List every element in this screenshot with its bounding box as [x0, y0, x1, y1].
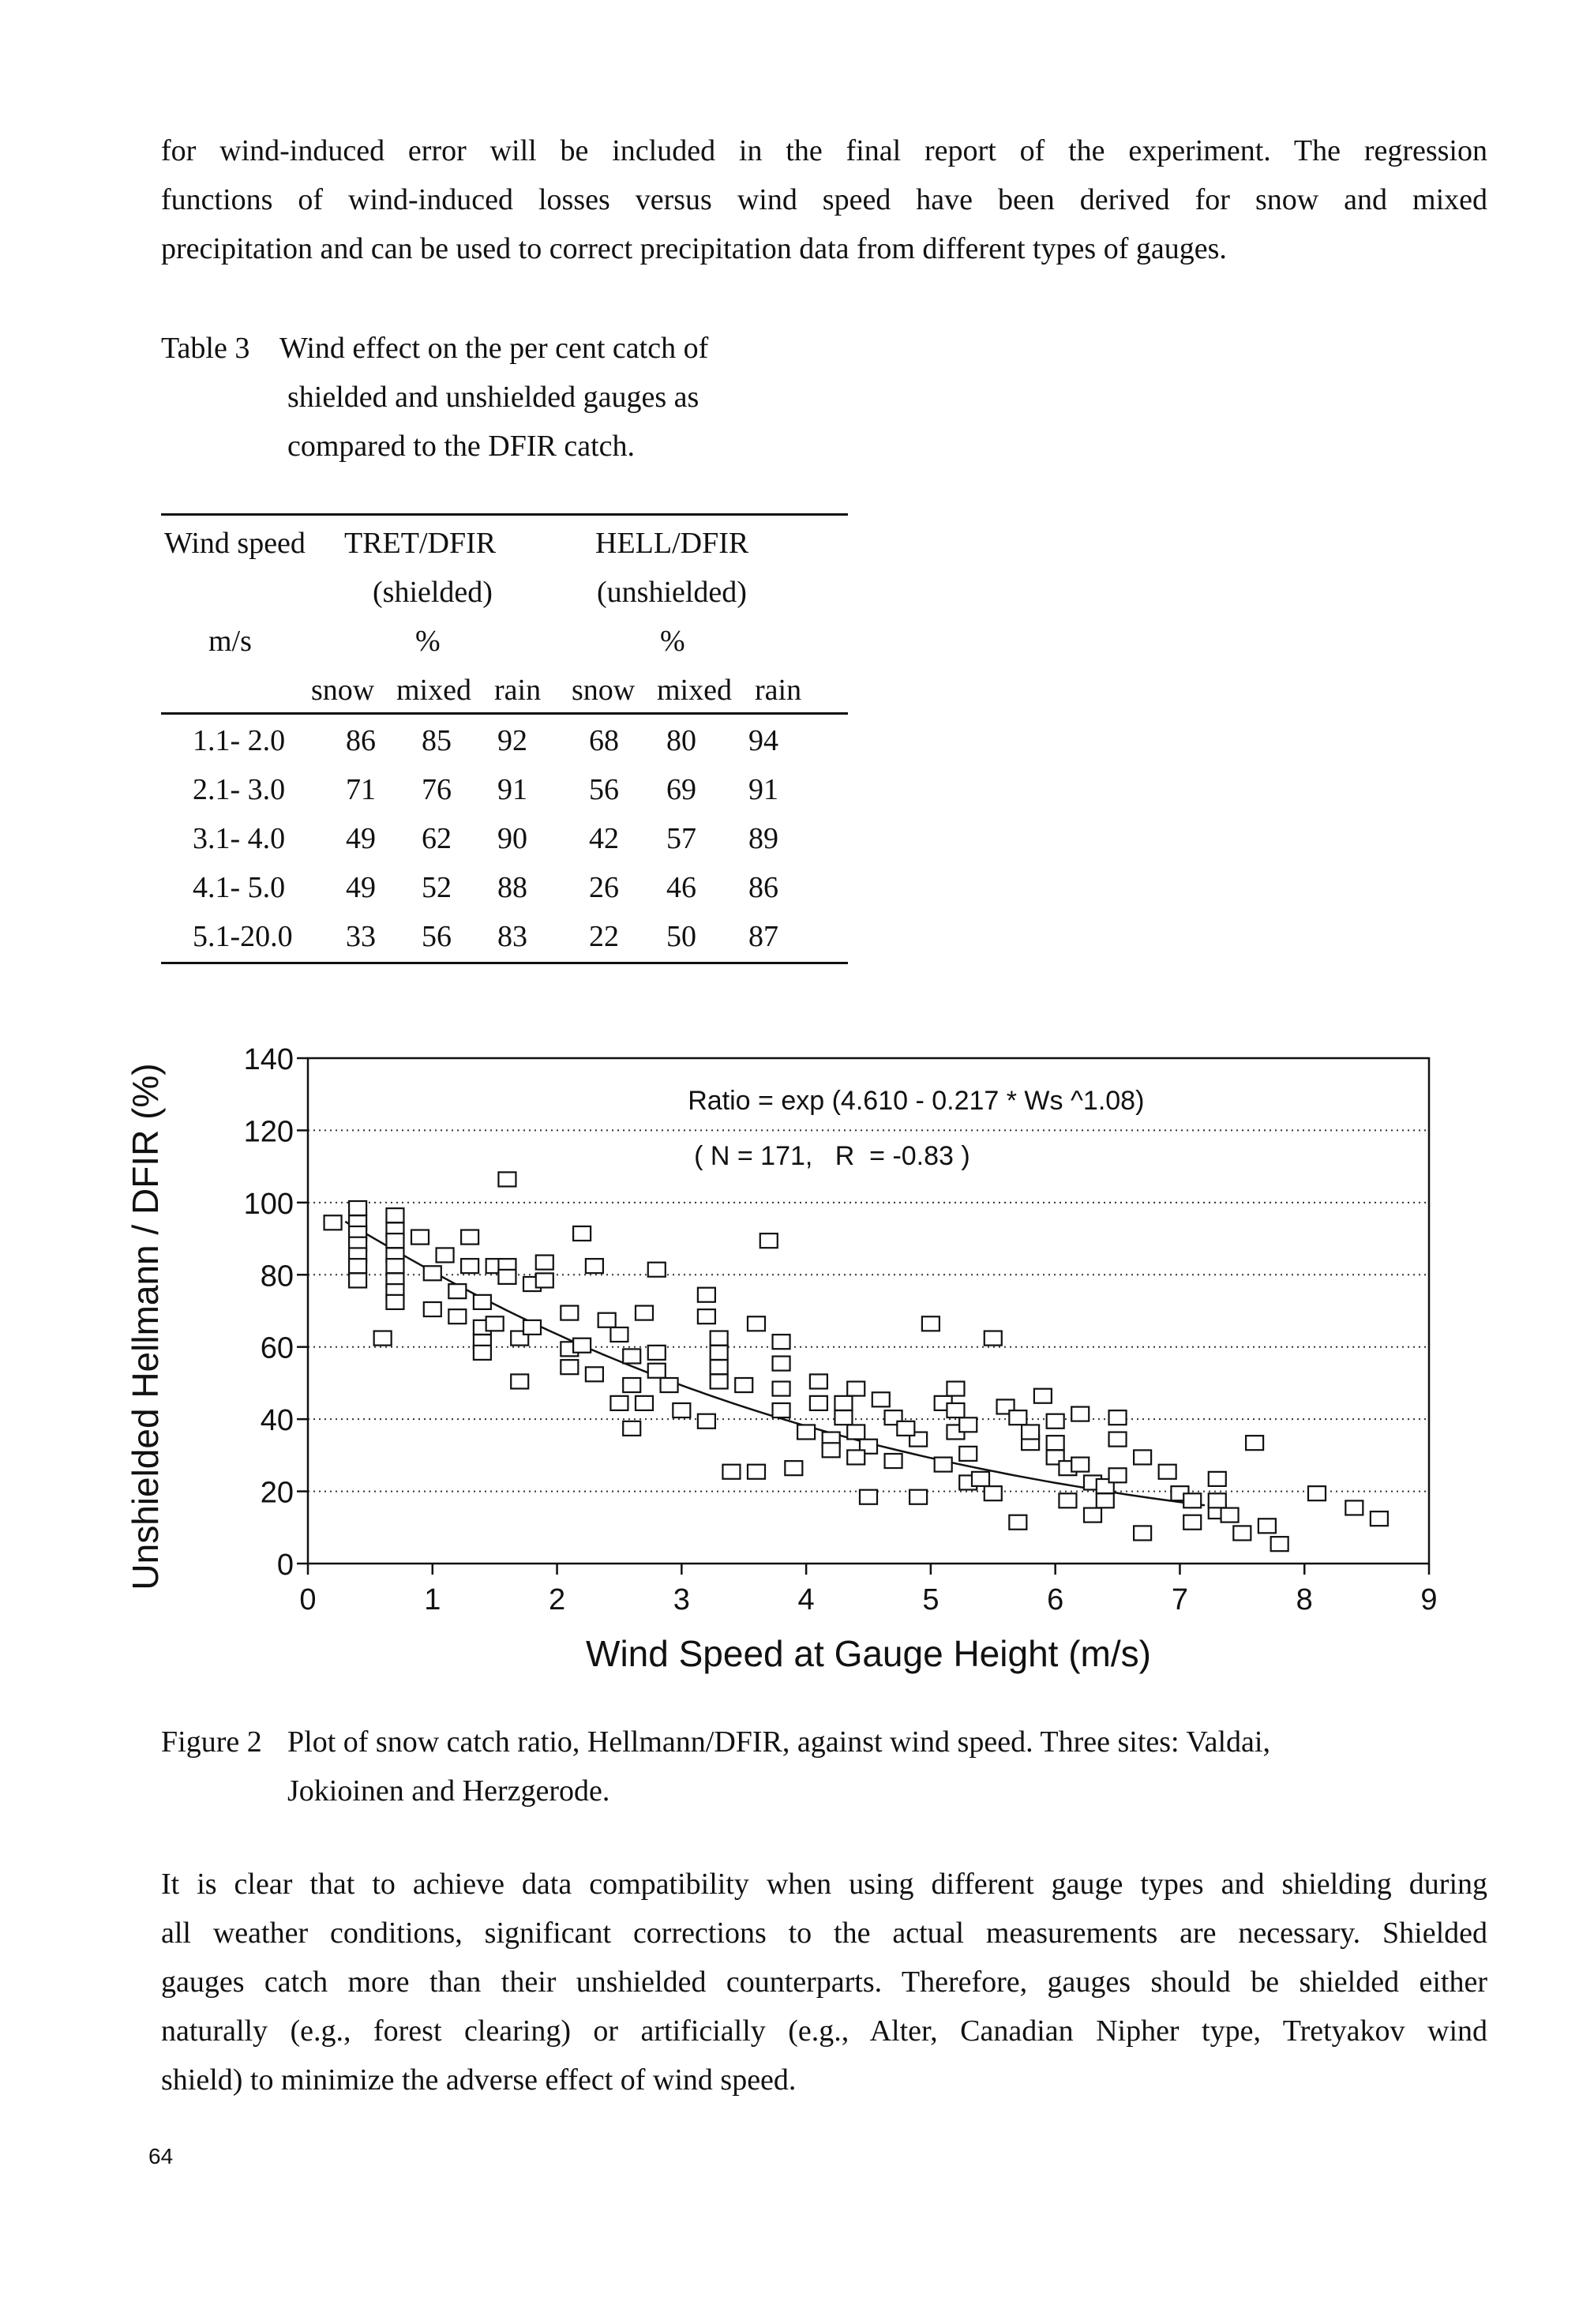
data-point: [722, 1465, 740, 1479]
data-point: [623, 1378, 640, 1392]
header-percent-tret: %: [415, 625, 441, 658]
closing-paragraph: [161, 1860, 1487, 2104]
data-point: [847, 1382, 865, 1396]
data-point: [1071, 1407, 1089, 1421]
data-point: [424, 1302, 441, 1316]
data-point: [1109, 1432, 1127, 1447]
data-point: [498, 1270, 516, 1284]
figure-caption: [161, 1718, 1270, 1815]
cell-value: 49: [346, 871, 376, 904]
header-sub-mixed: mixed: [657, 674, 732, 707]
data-point: [885, 1454, 902, 1468]
header-sub-rain: rain: [494, 674, 542, 707]
data-point: [586, 1367, 603, 1381]
data-point: [586, 1259, 603, 1273]
header-hell: HELL/DFIR: [595, 527, 749, 560]
data-point: [972, 1472, 989, 1486]
header-tret-sub: (shielded): [373, 576, 493, 609]
data-point: [1071, 1458, 1089, 1472]
data-point: [1345, 1500, 1363, 1515]
data-point: [1271, 1537, 1288, 1551]
data-point: [810, 1374, 827, 1388]
data-point: [711, 1360, 728, 1374]
table-caption-label: Table 3: [161, 332, 250, 365]
figure-caption-line: Jokioinen and Herzgerode.: [287, 1774, 610, 1808]
data-point: [1221, 1508, 1239, 1522]
y-tick-label: 60: [260, 1331, 294, 1365]
data-point: [1097, 1493, 1114, 1507]
data-point: [374, 1331, 392, 1346]
row-range: 5.1-20.0: [193, 920, 293, 953]
header-wind-speed: Wind speed: [164, 527, 306, 560]
figure-caption-line: Plot of snow catch ratio, Hellmann/DFIR, against wind speed. Three sites: Valdai,: [287, 1725, 1270, 1759]
intro-line: precipitation and can be used to correct precipitation data from different types of gauges.: [161, 232, 1227, 265]
cell-value: 86: [346, 724, 376, 757]
data-point: [748, 1316, 765, 1331]
data-point: [1183, 1515, 1201, 1530]
data-point: [324, 1215, 342, 1230]
data-point: [598, 1313, 616, 1327]
y-tick-label: 80: [260, 1260, 294, 1293]
data-point: [773, 1403, 790, 1417]
data-point: [461, 1230, 478, 1245]
data-point: [1183, 1493, 1201, 1507]
x-axis-label: Wind Speed at Gauge Height (m/s): [586, 1633, 1151, 1674]
data-point: [1047, 1436, 1064, 1450]
data-point: [424, 1266, 441, 1280]
x-tick-label: 4: [797, 1583, 815, 1616]
data-point: [1109, 1410, 1127, 1425]
data-point: [1009, 1515, 1026, 1530]
point-layer: [324, 1172, 1388, 1551]
cell-value: 76: [422, 773, 452, 806]
header-sub-snow: snow: [572, 674, 636, 707]
y-axis-label: Unshielded Hellmann / DFIR (%): [125, 1063, 166, 1590]
x-tick-label: 9: [1420, 1583, 1438, 1616]
data-point: [935, 1458, 952, 1472]
cell-value: 94: [748, 724, 778, 757]
data-point: [1034, 1389, 1052, 1403]
header-sub-snow: snow: [311, 674, 375, 707]
intro-paragraph: [161, 126, 1487, 273]
row-range: 2.1- 3.0: [193, 773, 286, 806]
cell-value: 56: [589, 773, 619, 806]
data-point: [698, 1288, 715, 1302]
data-point: [437, 1248, 454, 1262]
data-point: [1246, 1436, 1263, 1450]
data-point: [511, 1374, 528, 1388]
data-point: [648, 1263, 666, 1277]
header-hell-sub: (unshielded): [597, 576, 747, 609]
data-point: [711, 1331, 728, 1346]
x-tick-label: 3: [673, 1583, 690, 1616]
cell-value: 52: [422, 871, 452, 904]
data-point: [636, 1396, 653, 1410]
table-top-rule: [161, 513, 848, 516]
intro-line: for wind-induced error will be included in the final report of the experiment. The regression: [161, 134, 1487, 167]
data-point: [1209, 1493, 1226, 1507]
cell-value: 91: [748, 773, 778, 806]
data-point: [474, 1295, 491, 1309]
table-caption-line: shielded and unshielded gauges as: [287, 381, 699, 414]
table-caption-line: compared to the DFIR catch.: [287, 430, 636, 463]
cell-value: 83: [497, 920, 527, 953]
data-point: [947, 1382, 964, 1396]
data-point: [1134, 1450, 1151, 1464]
data-point: [386, 1208, 403, 1222]
table-header-rule: [161, 712, 848, 715]
data-point: [847, 1425, 865, 1439]
scatter-chart: [125, 995, 1438, 1674]
data-point: [1159, 1465, 1176, 1479]
data-point: [448, 1284, 466, 1298]
x-tick-label: 2: [548, 1583, 566, 1616]
data-point: [1109, 1468, 1127, 1482]
data-point: [623, 1421, 640, 1436]
header-sub-rain: rain: [755, 674, 802, 707]
data-point: [573, 1338, 591, 1353]
cell-value: 49: [346, 822, 376, 855]
closing-line: It is clear that to achieve data compatibility when using different gauge types and shielding during: [161, 1868, 1487, 1901]
cell-value: 92: [497, 724, 527, 757]
data-point: [872, 1392, 890, 1406]
cell-value: 22: [589, 920, 619, 953]
data-point: [835, 1410, 852, 1425]
data-point: [661, 1378, 678, 1392]
cell-value: 62: [422, 822, 452, 855]
data-point: [1009, 1410, 1026, 1425]
table-caption-line: Wind effect on the per cent catch of: [279, 332, 709, 365]
data-point: [1022, 1425, 1039, 1439]
row-range: 1.1- 2.0: [193, 724, 286, 757]
x-tick-label: 6: [1047, 1583, 1064, 1616]
header-percent-hell: %: [660, 625, 685, 658]
data-point: [648, 1364, 666, 1378]
data-point: [610, 1396, 628, 1410]
cell-value: 42: [589, 822, 619, 855]
data-point: [386, 1295, 403, 1309]
data-point: [1047, 1414, 1064, 1429]
data-point: [411, 1230, 429, 1245]
intro-line: functions of wind-induced losses versus wind speed have been derived for snow and mixed: [161, 183, 1487, 216]
data-point: [573, 1226, 591, 1241]
data-point: [823, 1443, 840, 1457]
data-point: [474, 1346, 491, 1360]
data-point: [1084, 1508, 1101, 1522]
data-point: [349, 1273, 366, 1287]
data-point: [985, 1486, 1002, 1500]
y-tick-label: 40: [260, 1404, 294, 1438]
x-tick-label: 1: [424, 1583, 441, 1616]
data-point: [711, 1346, 728, 1360]
cell-value: 89: [748, 822, 778, 855]
x-tick-label: 5: [922, 1583, 940, 1616]
table-bottom-rule: [161, 962, 848, 964]
data-point: [561, 1306, 578, 1320]
cell-value: 80: [666, 724, 696, 757]
data-point: [835, 1396, 852, 1410]
header-tret: TRET/DFIR: [344, 527, 497, 560]
closing-line: shield) to minimize the adverse effect of wind speed.: [161, 2063, 797, 2097]
y-tick-label: 0: [276, 1549, 294, 1582]
cell-value: 90: [497, 822, 527, 855]
data-point: [673, 1403, 690, 1417]
data-point: [910, 1490, 927, 1504]
figure-caption-label: Figure 2: [161, 1725, 262, 1759]
data-point: [623, 1349, 640, 1363]
data-point: [486, 1316, 504, 1331]
data-point: [448, 1309, 466, 1323]
data-point: [349, 1259, 366, 1273]
figure-2: [125, 995, 1438, 1674]
data-point: [1371, 1511, 1388, 1526]
data-point: [947, 1403, 964, 1417]
plot-frame: [308, 1058, 1429, 1564]
data-point: [773, 1357, 790, 1371]
closing-line: all weather conditions, significant corrections to the actual measurements are necessary. Shielded: [161, 1917, 1487, 1950]
data-point: [711, 1374, 728, 1388]
x-tick-label: 7: [1171, 1583, 1189, 1616]
cell-value: 69: [666, 773, 696, 806]
y-tick-label: 100: [243, 1187, 294, 1221]
data-point: [349, 1201, 366, 1215]
data-point: [461, 1259, 478, 1273]
cell-value: 71: [346, 773, 376, 806]
data-point: [735, 1378, 752, 1392]
cell-value: 85: [422, 724, 452, 757]
table-caption: [161, 324, 708, 471]
row-range: 4.1- 5.0: [193, 871, 286, 904]
data-point: [785, 1461, 802, 1475]
y-tick-label: 20: [260, 1476, 294, 1510]
data-point: [1308, 1486, 1326, 1500]
data-point: [810, 1396, 827, 1410]
chart-annotation-stats: ( N = 171, R = -0.83 ): [694, 1141, 970, 1171]
data-point: [847, 1450, 865, 1464]
data-point: [760, 1233, 778, 1248]
cell-value: 91: [497, 773, 527, 806]
data-point: [1059, 1493, 1076, 1507]
x-tick-label: 8: [1296, 1583, 1313, 1616]
cell-value: 56: [422, 920, 452, 953]
data-point: [386, 1259, 403, 1273]
x-tick-label: 0: [299, 1583, 317, 1616]
cell-value: 33: [346, 920, 376, 953]
header-sub-mixed: mixed: [396, 674, 471, 707]
cell-value: 46: [666, 871, 696, 904]
data-point: [748, 1465, 765, 1479]
data-point: [698, 1309, 715, 1323]
cell-value: 26: [589, 871, 619, 904]
data-point: [536, 1256, 553, 1270]
cell-value: 68: [589, 724, 619, 757]
data-point: [636, 1306, 653, 1320]
page-number: 64: [148, 2144, 174, 2168]
cell-value: 88: [497, 871, 527, 904]
data-point: [698, 1414, 715, 1429]
data-point: [1209, 1472, 1226, 1486]
data-point: [985, 1331, 1002, 1346]
data-point: [561, 1360, 578, 1374]
data-point: [610, 1327, 628, 1342]
data-point: [773, 1335, 790, 1349]
data-point: [1233, 1526, 1251, 1540]
data-point: [860, 1490, 877, 1504]
row-range: 3.1- 4.0: [193, 822, 286, 855]
closing-line: gauges catch more than their unshielded counterparts. Therefore, gauges should be shielded either: [161, 1965, 1487, 1999]
chart-annotation-formula: Ratio = exp (4.610 - 0.217 * Ws ^1.08): [688, 1086, 1145, 1116]
data-point: [536, 1273, 553, 1287]
data-point: [498, 1172, 516, 1186]
cell-value: 86: [748, 871, 778, 904]
data-point: [773, 1382, 790, 1396]
data-point: [959, 1417, 977, 1432]
cell-value: 87: [748, 920, 778, 953]
header-unit: m/s: [208, 625, 252, 658]
data-point: [523, 1320, 541, 1335]
y-tick-label: 140: [243, 1043, 294, 1076]
data-point: [648, 1346, 666, 1360]
cell-value: 57: [666, 822, 696, 855]
data-point: [897, 1421, 914, 1436]
closing-line: naturally (e.g., forest clearing) or artificially (e.g., Alter, Canadian Nipher type, Tretyakov wind: [161, 2014, 1487, 2048]
data-point: [1134, 1526, 1151, 1540]
cell-value: 50: [666, 920, 696, 953]
data-point: [386, 1233, 403, 1248]
data-point: [959, 1447, 977, 1461]
data-point: [922, 1316, 940, 1331]
y-tick-label: 120: [243, 1115, 294, 1149]
data-point: [797, 1425, 815, 1439]
data-point: [1258, 1519, 1276, 1533]
